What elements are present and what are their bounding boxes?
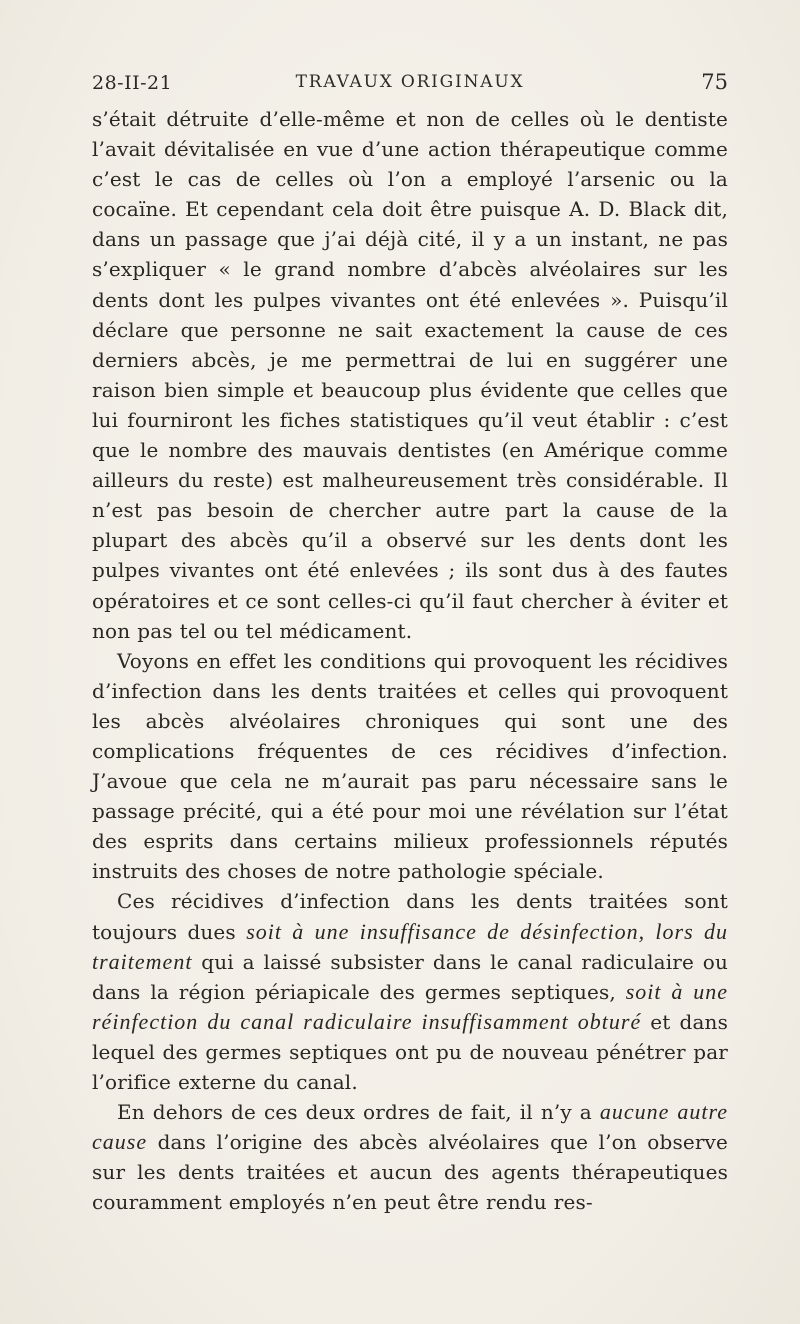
paragraph-3-italic-a: soit à une insuffisance de désinfection, lors du traitement (92, 918, 728, 974)
paragraph-4-italic-a: aucune autre cause (92, 1099, 728, 1155)
running-header (92, 68, 728, 98)
paragraph-4-text-a: En dehors de ces deux ordres de fait, il n’y a (117, 1100, 600, 1125)
paragraph-4-text-b: dans l’origine des abcès alvéolaires que l’on observe sur les dents traitées et aucun des agents thérapeutiques couramment employés n’en peut être rendu res- (92, 1130, 728, 1215)
paragraph-3-text-b: qui a laissé subsister dans le canal radiculaire ou dans la région périapicale des germes septiques, (92, 949, 728, 1004)
paragraph-2: Voyons en effet les conditions qui provoquent les récidives d’infection dans les dents traitées et celles qui provoquent les abcès alvéolaires chroniques qui sont une des complications fréquentes de ces récidives d’infection. J’avoue que cela ne m’aurait pas paru nécessaire sans le passage précité, qui a été pour moi une révélation sur l’état des esprits dans certains milieux professionnels réputés instruits des choses de notre pathologie spéciale. (92, 648, 728, 884)
header-title: TRAVAUX ORIGINAUX (295, 72, 525, 92)
paragraph-3 (92, 886, 728, 1097)
body-text (92, 104, 728, 1217)
paragraph-3-text-c: et dans lequel des germes septiques ont pu de nouveau pénétrer par l’orifice externe du canal. (92, 1009, 728, 1094)
paragraph-4 (92, 1097, 728, 1217)
header-date: 28-II-21 (92, 72, 173, 94)
page-number: 75 (701, 70, 728, 94)
paragraph-3-italic-b: soit à une réinfection du canal radiculaire insuffisamment obturé (92, 978, 728, 1034)
paragraph-3-text-a: Ces récidives d’infection dans les dents traitées sont toujours dues (92, 889, 728, 944)
paragraph-1: s’était détruite d’elle-même et non de celles où le dentiste l’avait dévitalisée en vue d’une action thérapeutique comme c’est le cas de celles où l’on a employé l’arsenic ou la cocaïne. Et cependant cela doit être puisque A. D. Black dit, dans un passage que j’ai déjà cité, il y a un instant, ne pas s’expliquer « le grand nombre d’abcès alvéolaires sur les dents dont les pulpes vivantes ont été enlevées ». Puisqu’il déclare que personne ne sait exactement la cause de ces derniers abcès, je me permettrai de lui en suggérer une raison bien simple et beaucoup plus évidente que celles que lui fourniront les fiches statistiques qu’il veut établir : c’est que le nombre des mauvais dentistes (en Amérique comme ailleurs du reste) est malheureusement très considérable. Il n’est pas besoin de chercher autre part la cause de la plupart des abcès qu’il a observé sur les dents dont les pulpes vivantes ont été enlevées ; ils sont dus à des fautes opératoires et ce sont celles-ci qu’il faut chercher à éviter et non pas tel ou tel médicament. (92, 107, 728, 643)
